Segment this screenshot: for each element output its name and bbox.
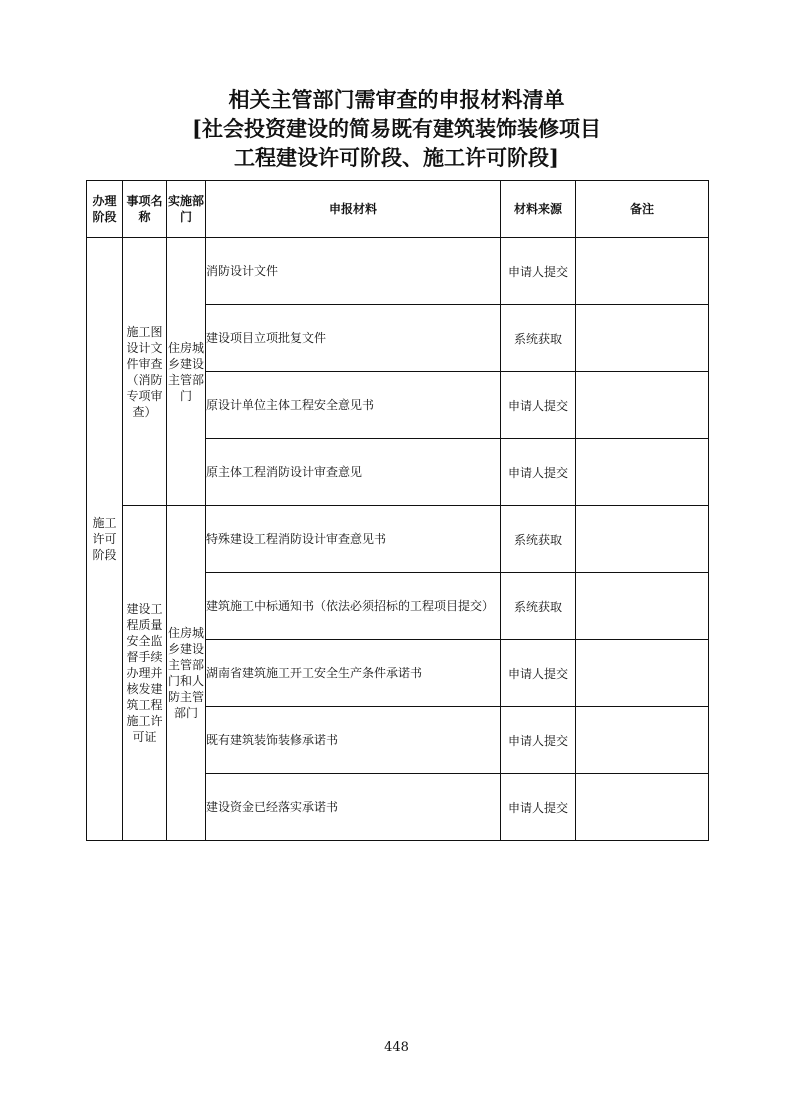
header-note: 备注: [576, 181, 709, 238]
source-cell: 系统获取: [501, 506, 576, 573]
note-cell: [576, 372, 709, 439]
material-cell: 消防设计文件: [206, 238, 501, 305]
note-cell: [576, 305, 709, 372]
header-source: 材料来源: [501, 181, 576, 238]
source-cell: 申请人提交: [501, 774, 576, 841]
material-cell: 建设资金已经落实承诺书: [206, 774, 501, 841]
material-cell: 建设项目立项批复文件: [206, 305, 501, 372]
page-number: 448: [384, 1040, 409, 1055]
source-cell: 系统获取: [501, 573, 576, 640]
table-header-row: [87, 181, 709, 238]
material-cell: 特殊建设工程消防设计审查意见书: [206, 506, 501, 573]
title-line-3: 工程建设许可阶段、施工许可阶段]: [234, 145, 559, 170]
note-cell: [576, 573, 709, 640]
source-cell: 申请人提交: [501, 372, 576, 439]
source-cell: 系统获取: [501, 305, 576, 372]
header-dept: 实施部门: [167, 181, 206, 238]
dept-cell: 住房城乡建设主管部门和人防主管部门: [167, 506, 206, 841]
source-cell: 申请人提交: [501, 707, 576, 774]
materials-table: [86, 180, 709, 841]
title-line-1: 相关主管部门需审查的申报材料清单: [228, 87, 565, 112]
header-material: 申报材料: [206, 181, 501, 238]
note-cell: [576, 238, 709, 305]
source-cell: 申请人提交: [501, 439, 576, 506]
note-cell: [576, 439, 709, 506]
note-cell: [576, 774, 709, 841]
note-cell: [576, 506, 709, 573]
item-cell: 施工图设计文件审查（消防专项审查）: [123, 238, 167, 506]
table-row: [87, 238, 709, 305]
material-cell: 既有建筑装饰装修承诺书: [206, 707, 501, 774]
material-cell: 湖南省建筑施工开工安全生产条件承诺书: [206, 640, 501, 707]
dept-cell: 住房城乡建设主管部门: [167, 238, 206, 506]
stage-cell: 施工许可阶段: [87, 238, 123, 841]
material-cell: 原主体工程消防设计审查意见: [206, 439, 501, 506]
source-cell: 申请人提交: [501, 238, 576, 305]
material-cell: 建筑施工中标通知书（依法必须招标的工程项目提交）: [206, 573, 501, 640]
note-cell: [576, 640, 709, 707]
title-line-2: [社会投资建设的简易既有建筑装饰装修项目: [192, 116, 601, 141]
table-row: [87, 506, 709, 573]
header-item: 事项名称: [123, 181, 167, 238]
note-cell: [576, 707, 709, 774]
source-cell: 申请人提交: [501, 640, 576, 707]
header-stage: 办理阶段: [87, 181, 123, 238]
material-cell: 原设计单位主体工程安全意见书: [206, 372, 501, 439]
item-cell: 建设工程质量安全监督手续办理并核发建筑工程施工许可证: [123, 506, 167, 841]
